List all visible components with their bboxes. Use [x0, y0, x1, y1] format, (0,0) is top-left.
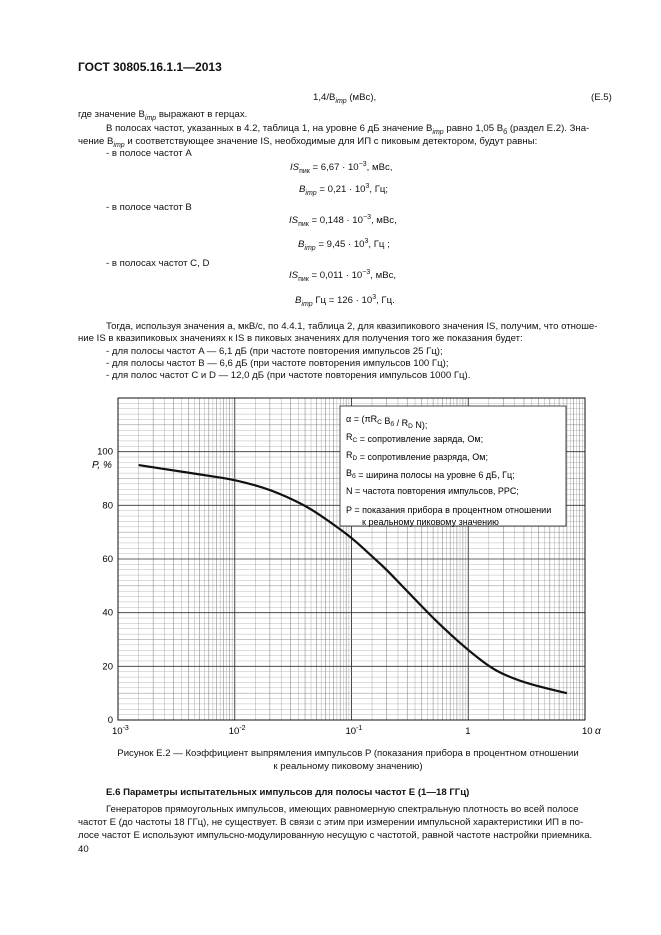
para1-pre: где значение B — [78, 109, 145, 120]
band-cd-label: - в полосах частот C, D — [106, 258, 210, 269]
b-sub: imp — [304, 244, 316, 252]
legend-line: $R_D$ = сопротивление разряда, Ом; — [346, 450, 488, 462]
para1-post: выражают в герцах. — [156, 109, 248, 120]
formula-e5 — [313, 92, 376, 103]
legend-line: к реальному пиковому значению — [362, 517, 499, 527]
band-a-is-value: = 6,67 · 10 — [309, 162, 359, 173]
list-item: - для полосы частот B — 6,6 дБ (при частоте повторения импульсов 100 Гц); — [106, 358, 449, 369]
band-a-b-formula — [299, 184, 388, 195]
para2-b: равно 1,05 B — [443, 123, 504, 134]
paragraph-bands-cont — [78, 136, 614, 149]
x-tick-label: $10^{-2}$ — [228, 725, 246, 737]
band-b-is-exp: −3 — [362, 213, 371, 221]
band-cd-b-unit: , Гц. — [376, 295, 395, 306]
list-item: - для полос частот C и D — 12,0 дБ (при частоте повторения импульсов 1000 Гц). — [106, 370, 471, 381]
para2-sub-imp: imp — [432, 128, 444, 136]
is-symbol: IS — [289, 215, 299, 226]
y-tick-label: 80 — [102, 500, 113, 512]
standard-header: ГОСТ 30805.16.1.1—2013 — [78, 60, 222, 74]
formula-e5-number: (E.5) — [591, 92, 612, 103]
band-b-is-formula — [289, 215, 397, 226]
legend-line: $\alpha = (\pi R_C$ $B_б / R_D$ N); — [346, 414, 428, 430]
para2-d: чение B — [78, 136, 114, 147]
band-a-is-exp: −3 — [358, 160, 367, 168]
figure-caption-line1: Рисунок Е.2 — Коэффициент выпрямления импульсов P (показания прибора в процентном отношении — [117, 748, 579, 759]
is-sub: пик — [298, 220, 309, 228]
x-tick-label: $10^{-1}$ — [345, 725, 363, 737]
b-sub: imp — [301, 300, 313, 308]
y-tick-label: 100 — [97, 446, 113, 458]
band-a-b-unit: , Гц; — [369, 184, 389, 195]
band-b-is-value: = 0,148 · 10 — [308, 215, 363, 226]
legend-line: $B_б$ = ширина полосы на уровне 6 дБ, Гц; — [346, 468, 515, 480]
paragraph-generators-cont2: лосе частот Е используют импульсно-модулированную несущую с частотой, равной частоте настройки приемника. — [78, 830, 593, 841]
paragraph-quasi-peak: Тогда, используя значения a, мкВ/с, по 4.4.1, таблица 2, для квазипикового значения IS, получим, что отноше- — [106, 321, 598, 332]
para2-e: и соответствующее значение IS, необходимые для ИП с пиковым детектором, будут равны: — [124, 136, 538, 147]
paragraph-bimp-hertz — [78, 109, 614, 122]
band-cd-b-formula — [295, 295, 395, 306]
x-tick-label: $10^{-3}$ — [112, 725, 129, 737]
y-tick-label: 40 — [102, 607, 113, 619]
band-b-b-formula — [298, 239, 390, 250]
band-cd-b-value: Гц = 126 · 10 — [312, 295, 373, 306]
y-tick-label: 0 — [107, 715, 113, 726]
band-b-b-unit: , Гц ; — [368, 239, 390, 250]
legend-line: N = частота повторения импульсов, PPC; — [346, 486, 519, 496]
is-sub: пик — [298, 275, 309, 283]
band-b-label: - в полосе частот B — [106, 202, 192, 213]
figure-caption-line2: к реальному пиковому значению) — [273, 761, 423, 772]
x-tick-label: 1 — [465, 726, 471, 737]
is-sub: пик — [299, 167, 310, 175]
b-symbol: B — [295, 295, 302, 306]
band-cd-b-exp: 3 — [372, 293, 377, 301]
band-cd-is-unit: , мВс, — [370, 270, 397, 281]
b-symbol: B — [299, 184, 306, 195]
band-a-is-unit: , мВс, — [366, 162, 393, 173]
para2-sub-imp-2: imp — [113, 141, 125, 149]
band-cd-is-value: = 0,011 · 10 — [308, 270, 363, 281]
y-axis-label: P, % — [92, 459, 112, 471]
x-axis-label: α — [595, 726, 601, 737]
band-b-b-exp: 3 — [364, 237, 369, 245]
section-title: Е.6 Параметры испытательных импульсов для полосы частот Е (1—18 ГГц) — [106, 787, 470, 798]
page-number: 40 — [78, 844, 89, 855]
band-a-b-value: = 0,21 · 10 — [316, 184, 366, 195]
y-tick-label: 20 — [102, 661, 113, 673]
is-symbol: IS — [289, 270, 299, 281]
band-a-label: - в полосе частот A — [106, 148, 192, 159]
b-symbol: B — [298, 239, 305, 250]
band-cd-is-formula — [289, 270, 396, 281]
y-tick-label: 60 — [102, 554, 113, 565]
band-b-b-value: = 9,45 · 10 — [315, 239, 365, 250]
b-sub: imp — [305, 189, 317, 197]
para2-a: В полосах частот, указанных в 4.2, таблица 1, на уровне 6 дБ значение B — [106, 123, 433, 134]
band-a-is-formula — [290, 162, 392, 173]
para1-sub: imp — [144, 114, 157, 122]
paragraph-generators: Генераторов прямоугольных импульсов, имеющих равномерную спектральную плотность во всей полосе — [106, 804, 579, 815]
para2-sub-b: б — [503, 128, 508, 136]
list-item: - для полосы частот A — 6,1 дБ (при частоте повторения импульсов 25 Гц); — [106, 346, 443, 357]
formula-e5-sub: imp — [335, 97, 347, 105]
band-b-is-unit: , мВс, — [370, 215, 397, 226]
is-symbol: IS — [290, 162, 300, 173]
x-tick-label: 10 — [582, 726, 593, 737]
paragraph-bands — [78, 123, 614, 136]
band-a-b-exp: 3 — [365, 182, 370, 190]
band-cd-is-exp: −3 — [362, 268, 371, 276]
paragraph-generators-cont: частот Е (до частоты 18 ГГц), не существует. В связи с этим при измерении импульсной характеристики ИП в по- — [78, 817, 584, 828]
paragraph-quasi-peak-cont: ние IS в квазипиковых значениях к IS в пиковых значениях для получения того же показания будет: — [78, 333, 523, 344]
para2-c: (раздел Е.2). Зна- — [507, 123, 590, 134]
rectification-chart — [70, 392, 610, 742]
legend-line: P = показания прибора в процентном отношении — [346, 505, 552, 515]
formula-e5-text: 1,4/B — [313, 92, 336, 103]
legend-line: $R_C$ = сопротивление заряда, Ом; — [346, 432, 484, 444]
formula-e5-unit: (мВс), — [349, 92, 377, 103]
